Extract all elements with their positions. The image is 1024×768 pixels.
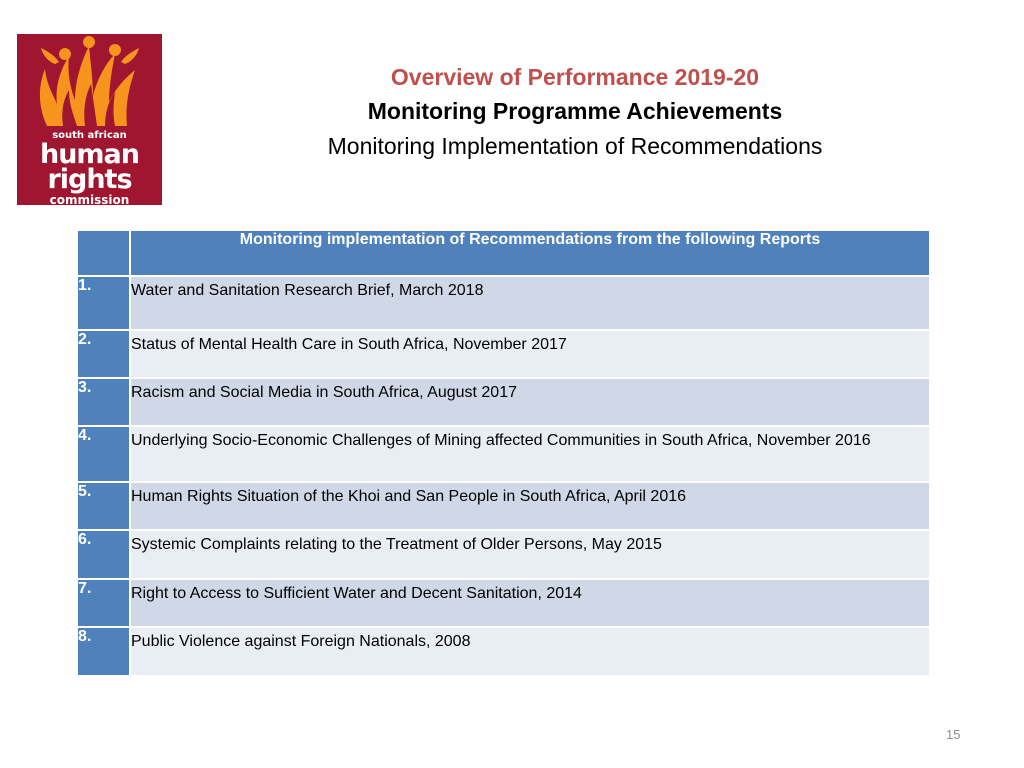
row-text: Right to Access to Sufficient Water and Decent Sanitation, 2014 [130,579,930,627]
slide-titles [260,60,890,164]
table-header-row [77,230,930,276]
row-number: 6. [77,530,130,579]
flames-icon [17,34,162,134]
table-row [77,276,930,330]
logo-text-human: human [39,139,140,170]
logo-text-rights: rights [47,164,132,195]
reports-table [76,229,931,677]
slide-title: Overview of Performance 2019-20 [390,64,760,90]
table-row [77,530,930,579]
table-row [77,482,930,530]
number-column-header [77,230,130,276]
table-row [77,426,930,482]
row-number: 5. [77,482,130,530]
row-number: 4. [77,426,130,482]
row-number: 2. [77,330,130,378]
row-number: 8. [77,627,130,676]
row-text: Human Rights Situation of the Khoi and San People in South Africa, April 2016 [130,482,930,530]
row-text: Underlying Socio-Economic Challenges of Mining affected Communities in South Africa, November 2016 [130,426,930,482]
row-text: Public Violence against Foreign Nationals, 2008 [130,627,930,676]
table-row [77,579,930,627]
page-number: 15 [946,727,961,742]
reports-column-header: Monitoring implementation of Recommendations from the following Reports [130,230,930,276]
logo-text-south-african: south african [52,130,127,141]
row-number: 3. [77,378,130,426]
row-text: Racism and Social Media in South Africa, August 2017 [130,378,930,426]
row-text: Systemic Complaints relating to the Treatment of Older Persons, May 2015 [130,530,930,579]
slide-subtitle: Monitoring Programme Achievements [367,98,783,124]
sahrc-logo [17,34,162,205]
table-row [77,330,930,378]
row-number: 1. [77,276,130,330]
logo-text-commission: commission [49,193,130,207]
slide-subtitle-2: Monitoring Implementation of Recommendations [327,133,823,159]
row-text: Status of Mental Health Care in South Africa, November 2017 [130,330,930,378]
row-number: 7. [77,579,130,627]
table-row [77,378,930,426]
row-text: Water and Sanitation Research Brief, March 2018 [130,276,930,330]
table-row [77,627,930,676]
